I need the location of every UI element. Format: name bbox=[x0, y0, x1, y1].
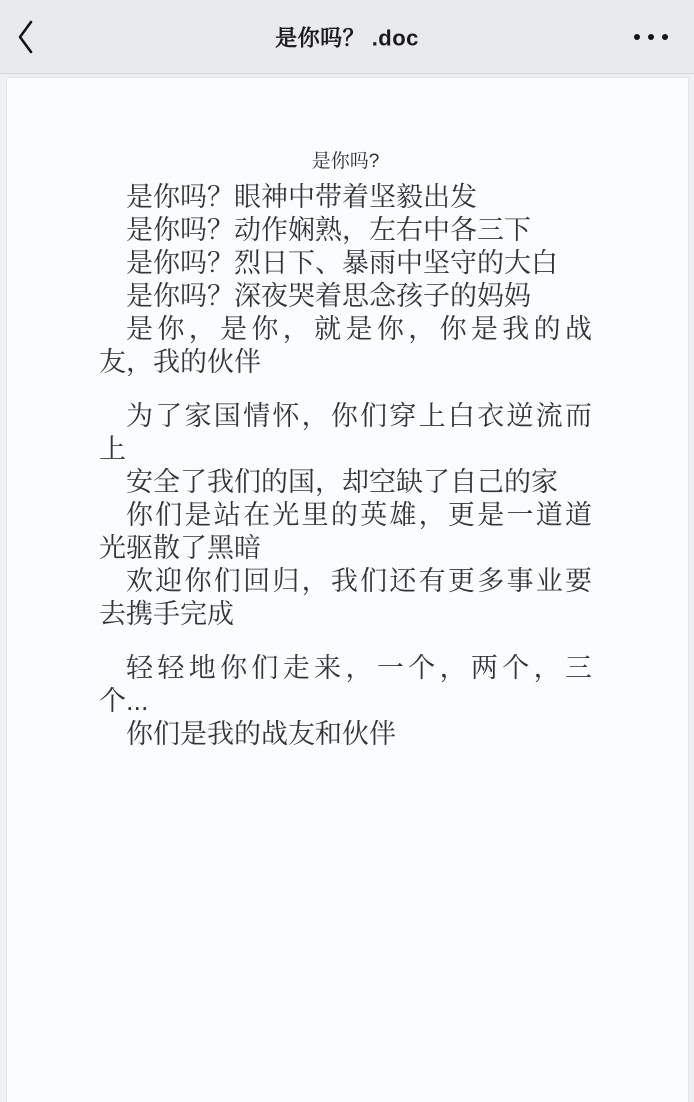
doc-line: 个... bbox=[99, 686, 149, 716]
doc-blank-line bbox=[99, 379, 592, 400]
document-body bbox=[99, 150, 592, 751]
doc-blank-line bbox=[99, 631, 592, 652]
doc-line: 是你吗？动作娴熟，左右中各三下 bbox=[126, 215, 531, 245]
document-title-bar: 是你吗？ .doc bbox=[275, 25, 419, 50]
document-page bbox=[7, 78, 688, 1102]
navbar bbox=[0, 0, 694, 74]
doc-line: 上 bbox=[99, 434, 126, 464]
more-options-button[interactable] bbox=[634, 17, 668, 57]
doc-line: 轻轻地你们走来，一个，两个，三 bbox=[126, 653, 592, 683]
doc-line: 你们是站在光里的英雄，更是一道道 bbox=[126, 500, 592, 530]
document-lines bbox=[99, 181, 592, 751]
doc-line: 为了家国情怀，你们穿上白衣逆流而 bbox=[126, 401, 592, 431]
three-dots-icon bbox=[634, 34, 640, 40]
doc-line: 欢迎你们回归，我们还有更多事业要 bbox=[126, 566, 592, 596]
doc-line: 友，我的伙伴 bbox=[99, 347, 261, 377]
doc-line: 去携手完成 bbox=[99, 599, 234, 629]
back-button[interactable] bbox=[18, 17, 46, 57]
doc-line: 是你吗？深夜哭着思念孩子的妈妈 bbox=[126, 281, 531, 311]
doc-line: 光驱散了黑暗 bbox=[99, 533, 261, 563]
doc-line: 你们是我的战友和伙伴 bbox=[126, 719, 396, 749]
chevron-left-icon bbox=[18, 20, 33, 54]
doc-heading: 是你吗? bbox=[311, 151, 380, 172]
doc-line: 安全了我们的国，却空缺了自己的家 bbox=[126, 467, 558, 497]
doc-line: 是你吗？烈日下、暴雨中坚守的大白 bbox=[126, 248, 558, 278]
doc-line: 是你，是你，就是你，你是我的战 bbox=[126, 314, 592, 344]
doc-line: 是你吗？眼神中带着坚毅出发 bbox=[126, 182, 477, 212]
